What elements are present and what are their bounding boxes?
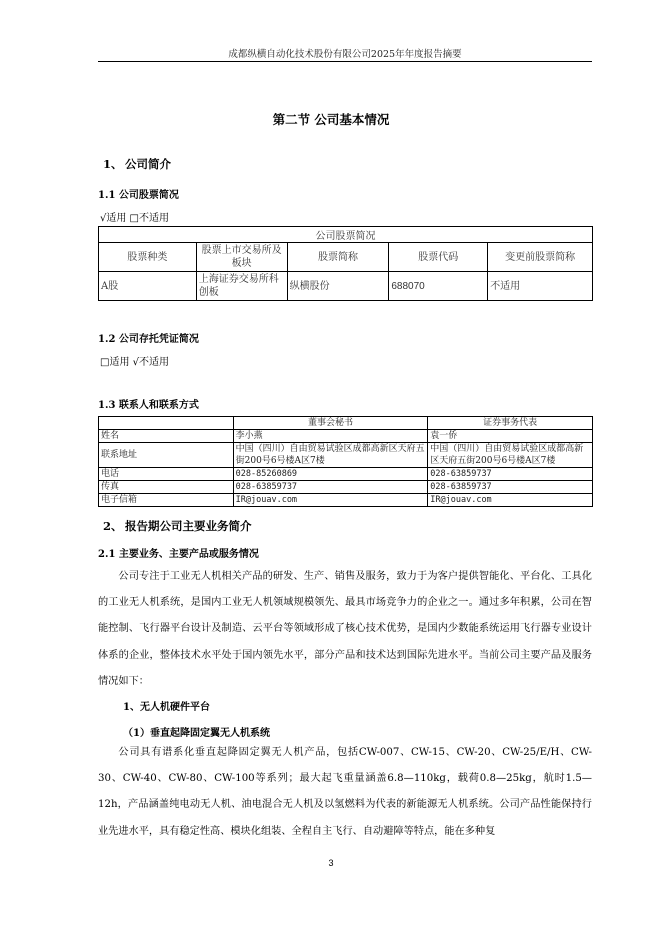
table-cell: 纵横股份 xyxy=(287,272,389,301)
heading-depositary-receipts: 1.2 公司存托凭证简况 xyxy=(98,334,199,345)
section-title: 第二节 公司基本情况 xyxy=(272,112,390,127)
row-label: 电话 xyxy=(99,468,234,481)
page-number: 3 xyxy=(328,858,334,868)
table-cell: 袁一侨 xyxy=(428,430,593,443)
heading-main-business xyxy=(103,518,252,534)
table-header: 股票简称 xyxy=(287,243,389,272)
table-cell: 028-63859737 xyxy=(428,481,593,494)
heading-text: 公司简介 xyxy=(125,157,171,171)
applicability-stock: √适用 □不适用 xyxy=(100,213,169,224)
table-header: 证券事务代表 xyxy=(428,417,593,430)
heading-contacts: 1.3 联系人和联系方式 xyxy=(98,400,199,411)
table-cell: 李小燕 xyxy=(233,430,428,443)
subheading-vtol-system: （1）垂直起降固定翼无人机系统 xyxy=(123,728,270,739)
row-label: 传真 xyxy=(99,481,234,494)
row-label: 联系地址 xyxy=(99,443,234,468)
heading-products-services: 2.1 主要业务、主要产品或服务情况 xyxy=(98,549,259,560)
heading-company-profile xyxy=(103,156,171,172)
subheading-hardware-platform: 1、无人机硬件平台 xyxy=(123,702,210,713)
table-caption: 公司股票简况 xyxy=(99,227,593,243)
heading-number: 1、 xyxy=(103,157,123,171)
table-cell: IR@jouav.com xyxy=(233,494,428,507)
table-header: 董事会秘书 xyxy=(233,417,428,430)
table-cell: IR@jouav.com xyxy=(428,494,593,507)
stock-overview-table xyxy=(98,226,593,301)
table-header xyxy=(99,417,234,430)
table-cell: A股 xyxy=(99,272,197,301)
table-header: 变更前股票简称 xyxy=(488,243,593,272)
applicability-depositary: □适用 √不适用 xyxy=(100,357,169,368)
table-cell: 028-85260869 xyxy=(233,468,428,481)
row-label: 电子信箱 xyxy=(99,494,234,507)
running-header: 成都纵横自动化技术股份有限公司2025年年度报告摘要 xyxy=(228,49,462,60)
table-cell: 不适用 xyxy=(488,272,593,301)
header-rule xyxy=(98,61,592,62)
table-cell: 中国（四川）自由贸易试验区成都高新区天府五街200号6号楼A区7楼 xyxy=(428,443,593,468)
table-cell: 中国（四川）自由贸易试验区成都高新区天府五街200号6号楼A区7楼 xyxy=(233,443,428,468)
table-header: 股票种类 xyxy=(99,243,197,272)
table-header: 股票代码 xyxy=(389,243,488,272)
body-paragraph: 公司专注于工业无人机相关产品的研发、生产、销售及服务，致力于为客户提供智能化、平台化、工具化的工业无人机系统，是国内工业无人机领域规模领先、最具市场竞争力的企业之一。通过多年积累，公司在智能控制、飞行器平台设计及制造、云平台等领域形成了核心技术优势，是国内少数能系统运用飞行器专业设计体系的企业，整体技术水平处于国内领先水平，部分产品和技术达到国际先进水平。当前公司主要产品及服务情况如下： xyxy=(98,571,592,687)
table-cell: 上海证券交易所科创板 xyxy=(196,272,287,301)
heading-text: 报告期公司主要业务简介 xyxy=(125,519,252,533)
table-header: 股票上市交易所及板块 xyxy=(196,243,287,272)
body-paragraph: 公司具有谱系化垂直起降固定翼无人机产品，包括CW-007、CW-15、CW-20、CW-25/E/H、CW-30、CW-40、CW-80、CW-100等系列；最大起飞重量涵盖6.8—110kg，载荷0.8—25kg，航时1.5—12h，产品涵盖纯电动无人机、油电混合无人机及以氢燃料为代表的新能源无人机系统。公司产品性能保持行业先进水平，具有稳定性高、模块化组装、全程自主飞行、自动避障等特点，能在多种复 xyxy=(98,747,592,837)
contact-table xyxy=(98,416,593,507)
table-cell: 688070 xyxy=(389,272,488,301)
row-label: 姓名 xyxy=(99,430,234,443)
heading-stock-overview: 1.1 公司股票简况 xyxy=(98,190,179,201)
heading-number: 2、 xyxy=(103,519,123,533)
table-cell: 028-63859737 xyxy=(233,481,428,494)
table-cell: 028-63859737 xyxy=(428,468,593,481)
